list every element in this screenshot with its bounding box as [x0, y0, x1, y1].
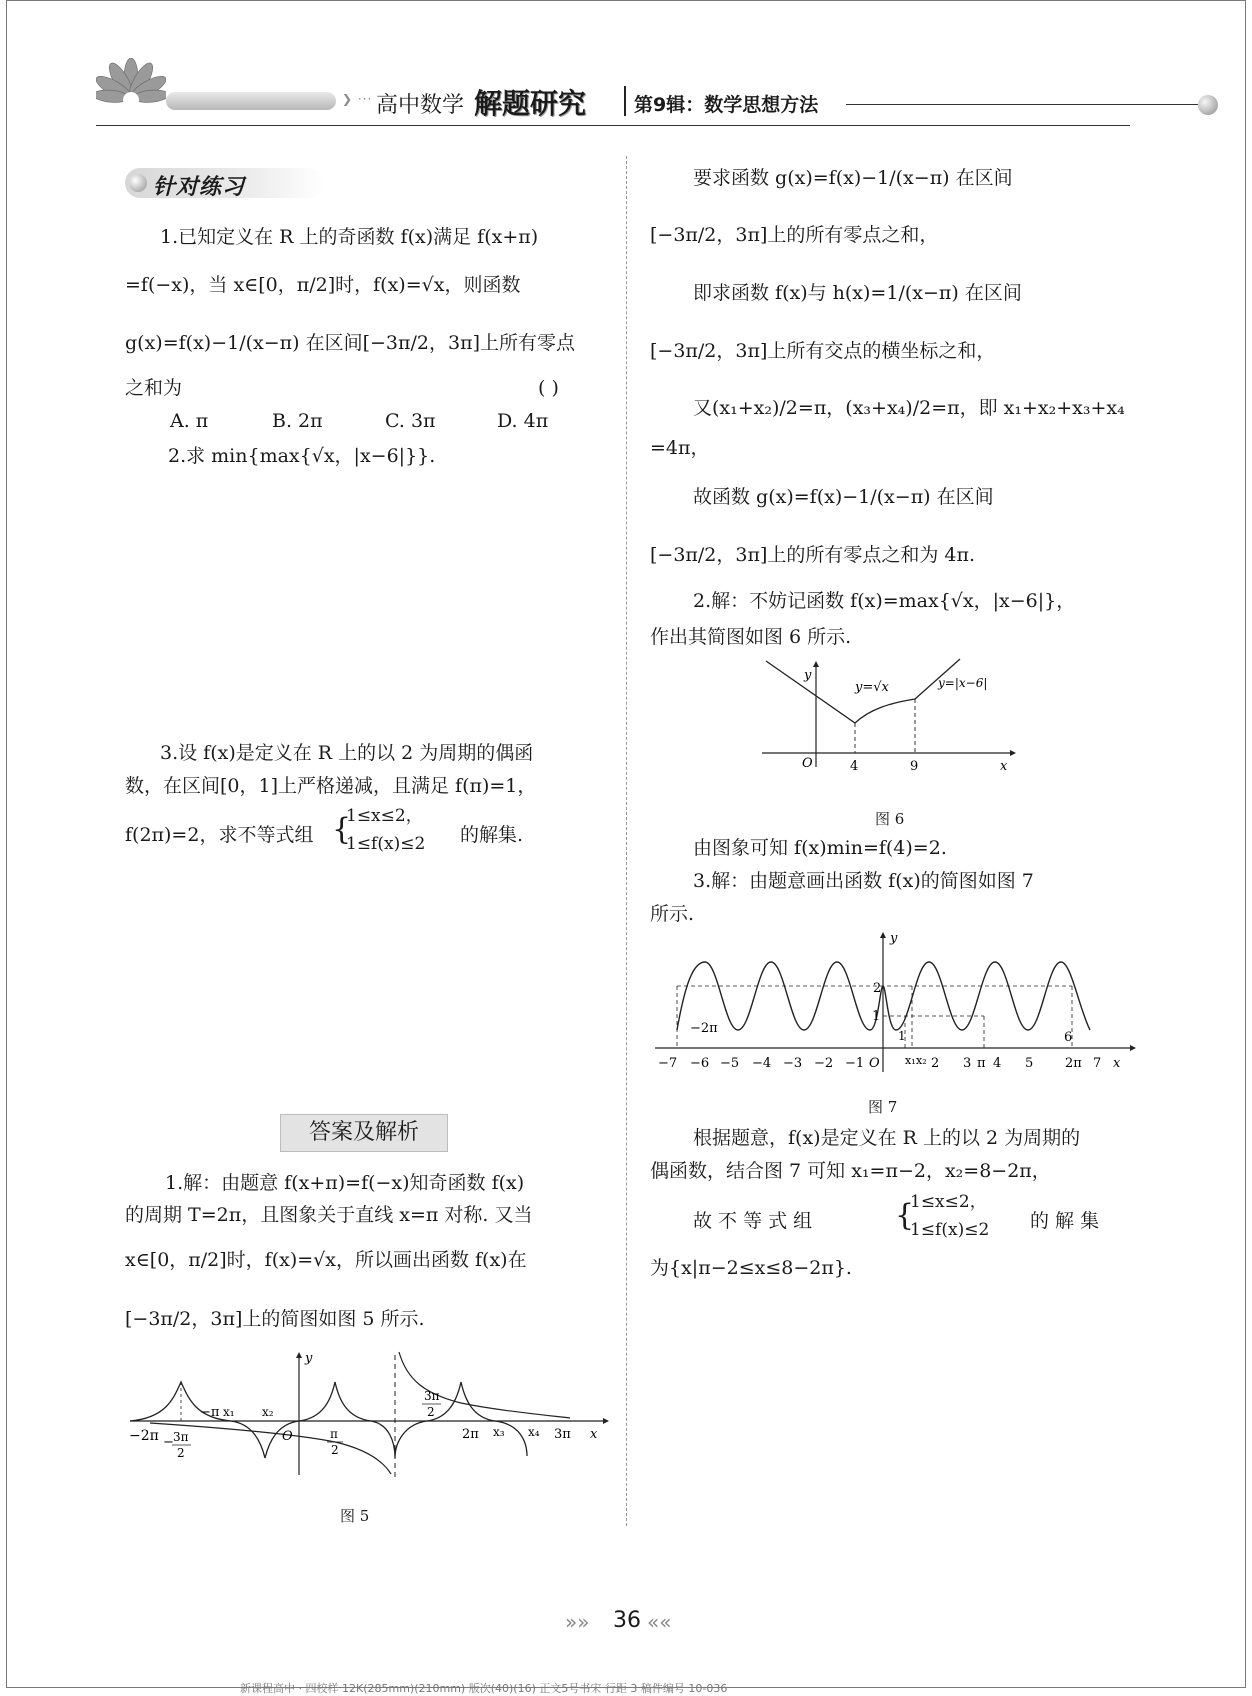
figure-6-caption: 图 6: [875, 810, 905, 828]
fig5-label-x: x: [590, 1427, 598, 1442]
question-3-line-3a: f(2π)=2，求不等式组: [125, 824, 314, 846]
answer-3-line-5a: 故 不 等 式 组: [693, 1210, 813, 1232]
fig7-tick-7: 7: [1093, 1056, 1102, 1071]
header-bar: [166, 92, 336, 110]
figure-5-caption: 图 5: [340, 1507, 370, 1525]
fig7-label-x2: x₂: [916, 1054, 927, 1067]
right-line-4: [−3π/2，3π]上所有交点的横坐标之和，: [650, 340, 996, 362]
fig7-tick-neg7: −7: [658, 1056, 678, 1071]
option-b: B. 2π: [272, 410, 323, 432]
header-arrow-icon: ❯ ···: [342, 92, 373, 106]
header-series: 第9辑：数学思想方法: [634, 94, 819, 116]
answer-3-system-1: 1≤x≤2，: [910, 1192, 987, 1212]
fig5-label-3pi-den: 2: [177, 1446, 185, 1460]
fig5-y-arrow-icon: [296, 1352, 302, 1358]
right-arrows-icon: ««: [647, 1610, 672, 1634]
question-3-system-2: 1≤f(x)≤2: [346, 834, 426, 854]
fig7-y-arrow-icon: [880, 932, 886, 938]
right-line-5: 又(x₁+x₂)/2=π，(x₃+x₄)/2=π，即 x₁+x₂+x₃+x₄: [693, 397, 1125, 419]
question-1-line-3: g(x)=f(x)−1/(x−π) 在区间[−3π/2，3π]上所有零点: [125, 332, 575, 354]
answer-3-line-4: 偶函数，结合图 7 可知 x₁=π−2，x₂=8−2π，: [650, 1160, 1051, 1182]
fan-logo-icon: [96, 58, 166, 128]
header-rule: [96, 125, 1130, 126]
question-3-line-2: 数，在区间[0，1]上严格递减，且满足 f(π)=1，: [125, 775, 537, 797]
fig7-label-1: 1: [898, 1029, 906, 1043]
practice-badge: [125, 168, 315, 204]
page-number: 36: [613, 1608, 641, 1633]
page-number-area: [565, 1608, 695, 1638]
fig6-x-arrow-icon: [1010, 750, 1016, 756]
answer-3-line-2: 所示.: [650, 903, 695, 925]
fig5-label-3pi2-den: 2: [427, 1405, 435, 1419]
fig5-label-origin: O: [282, 1429, 293, 1444]
header-ball-icon: [1198, 95, 1218, 115]
fig7-label-y1: 1: [872, 1009, 881, 1024]
answer-2-line-2: 作出其简图如图 6 所示.: [650, 626, 852, 648]
right-line-7: 故函数 g(x)=f(x)−1/(x−π) 在区间: [693, 486, 994, 508]
answer-2-line-1: 2.解：不妨记函数 f(x)=max{√x，|x−6|}，: [693, 590, 1076, 612]
right-line-3: 即求函数 f(x)与 h(x)=1/(x−π) 在区间: [693, 282, 1022, 304]
question-3-line-3b: 的解集.: [460, 824, 524, 846]
figure-7: [650, 930, 1140, 1080]
fig6-label-abs: y=|x−6|: [938, 676, 988, 690]
practice-badge-label: 针对练习: [153, 175, 246, 200]
fig7-tick-3: 3: [963, 1056, 972, 1071]
page-header: [96, 52, 1138, 122]
fig7-label-y2: 2: [873, 981, 882, 996]
fig6-y-arrow-icon: [813, 661, 819, 667]
answer-1-line-2: 的周期 T=2π，且图象关于直线 x=π 对称. 又当: [125, 1204, 533, 1226]
fig7-tick-5: 5: [1025, 1056, 1034, 1071]
fig7-tick-neg5: −5: [720, 1056, 740, 1071]
fig5-label-3pi2-num: 3π: [424, 1389, 440, 1403]
answer-3-system-2: 1≤f(x)≤2: [910, 1220, 990, 1240]
fig5-x-arrow-icon: [603, 1418, 609, 1424]
answer-3-line-1: 3.解：由题意画出函数 f(x)的简图如图 7: [693, 870, 1034, 892]
fig5-label-pi2-num: π: [330, 1427, 338, 1441]
answer-1-line-4: [−3π/2，3π]上的简图如图 5 所示.: [125, 1308, 425, 1330]
answers-title: 答案及解析: [280, 1114, 448, 1152]
fig5-label-minus: −: [163, 1435, 174, 1450]
fig6-label-sqrt: y=√x: [855, 680, 889, 695]
fig7-tick-neg6: −6: [690, 1056, 710, 1071]
fig5-curve-h-right: [399, 1352, 570, 1418]
header-separator: [624, 86, 626, 116]
fig7-tick-neg4: −4: [752, 1056, 772, 1071]
fig7-label-x1: x₁: [905, 1054, 916, 1067]
fig5-label-x4: x₄: [528, 1425, 540, 1439]
fig5-curve-f: [130, 1382, 527, 1458]
fig7-tick-4: 4: [993, 1056, 1002, 1071]
figure-5: [125, 1350, 610, 1480]
fig7-tick-6: 6: [1064, 1030, 1073, 1045]
answer-1-line-1: 1.解：由题意 f(x+π)=f(−x)知奇函数 f(x): [165, 1172, 525, 1194]
fig6-label-origin: O: [802, 756, 813, 771]
fig7-tick-neg3: −3: [783, 1056, 803, 1071]
fig5-label-x1: x₁: [223, 1405, 235, 1419]
fig7-tick-2: 2: [931, 1056, 940, 1071]
question-1-line-1: 1.已知定义在 R 上的奇函数 f(x)满足 f(x+π): [160, 226, 539, 248]
fig7-tick-neg2: −2: [814, 1056, 834, 1071]
fig7-tick-neg1: −1: [845, 1056, 865, 1071]
question-3-system-1: 1≤x≤2，: [346, 806, 423, 826]
option-a: A. π: [170, 410, 209, 432]
option-d: D. 4π: [497, 410, 549, 432]
fig5-label-x3: x₃: [493, 1425, 505, 1439]
fig5-label-y: y: [305, 1351, 313, 1366]
fig5-label-3pi: 3π: [554, 1427, 571, 1442]
fig7-label-neg2pi: −2π: [690, 1021, 718, 1036]
fig5-label-neg2pi: −2π: [129, 1428, 159, 1444]
right-line-8: [−3π/2，3π]上的所有零点之和为 4π.: [650, 544, 976, 566]
answer-1-line-3: x∈[0，π/2]时，f(x)=√x，所以画出函数 f(x)在: [125, 1249, 527, 1271]
figure-7-caption: 图 7: [868, 1098, 898, 1116]
fig7-x-arrow-icon: [1130, 1045, 1136, 1051]
right-line-2: [−3π/2，3π]上的所有零点之和，: [650, 224, 939, 246]
fig7-label-x: x: [1113, 1056, 1121, 1071]
fig6-label-x: x: [1000, 759, 1008, 774]
question-1-line-4: 之和为: [125, 377, 183, 399]
answer-2-result: 由图象可知 f(x)min=f(4)=2.: [693, 837, 947, 859]
figure-6: [760, 655, 1020, 775]
print-footer: 新课程高中 · 四校样 12K(285mm)(210mm) 版次(40)(16) 正文5号书宋 行距 3 稿件编号 10-036: [240, 1682, 728, 1695]
question-1-line-2: =f(−x)，当 x∈[0，π/2]时，f(x)=√x，则函数: [125, 274, 521, 296]
header-title-strong: 解题研究: [474, 87, 587, 120]
fig6-label-9: 9: [910, 759, 919, 774]
answer-3-line-6: 为{x|π−2≤x≤8−2π}.: [650, 1257, 852, 1279]
fig5-label-x2: x₂: [262, 1405, 274, 1419]
fig6-label-4: 4: [850, 759, 859, 774]
system-brace: {: [332, 812, 352, 847]
badge-dot-icon: [129, 174, 147, 192]
fig5-label-2pi: 2π: [462, 1427, 479, 1442]
header-title: 高中数学: [376, 93, 465, 118]
column-divider: [626, 156, 627, 1526]
fig5-label-3pi-num: 3π: [173, 1430, 189, 1444]
fig7-label-2pi: 2π: [1065, 1056, 1082, 1071]
fig5-label-pi2-den: 2: [331, 1443, 339, 1457]
right-line-6: =4π，: [650, 437, 710, 459]
option-c: C. 3π: [385, 410, 436, 432]
fig7-label-origin: O: [869, 1056, 880, 1071]
fig5-label-negpi: −π: [200, 1405, 220, 1420]
fig7-label-pi: π: [977, 1056, 986, 1071]
fig7-label-y: y: [890, 931, 898, 946]
answer-3-line-3: 根据题意，f(x)是定义在 R 上的以 2 为周期的: [693, 1127, 1081, 1149]
answer-system-brace: {: [895, 1198, 915, 1233]
question-1-answer-paren: ( ): [538, 377, 559, 399]
answer-3-line-5b: 的 解 集: [1030, 1210, 1100, 1232]
question-2: 2.求 min{max{√x，|x−6|}}.: [168, 445, 436, 467]
right-line-1: 要求函数 g(x)=f(x)−1/(x−π) 在区间: [693, 167, 1013, 189]
question-3-line-1: 3.设 f(x)是定义在 R 上的以 2 为周期的偶函: [160, 742, 534, 764]
left-arrows-icon: »»: [565, 1610, 590, 1634]
header-line: [846, 104, 1198, 105]
fig6-label-y: y: [804, 668, 812, 683]
